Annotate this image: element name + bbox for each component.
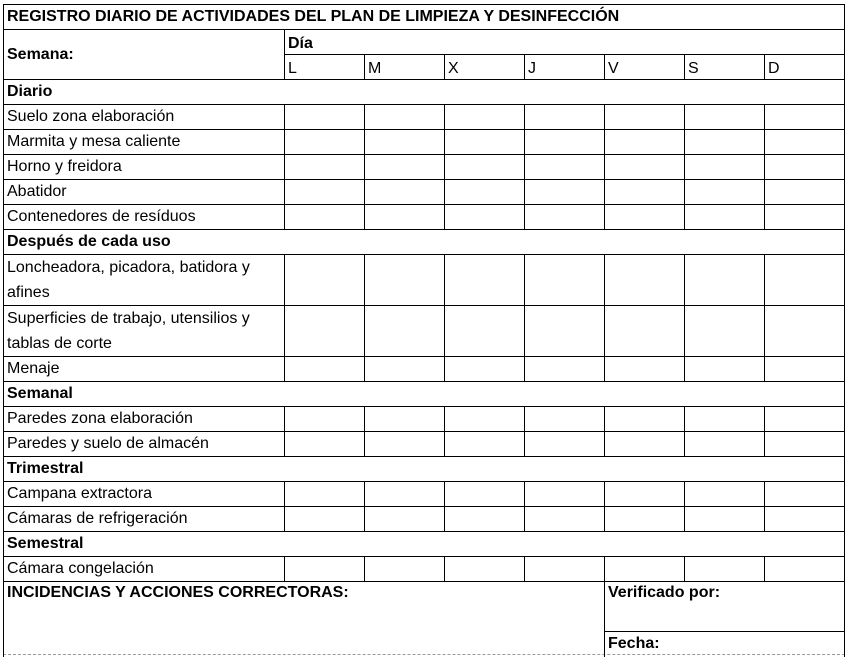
check-cell-j[interactable] [525, 482, 605, 507]
section-header-row [4, 532, 845, 557]
check-cell-x[interactable] [445, 155, 525, 180]
task-row [4, 357, 845, 382]
footer-row [4, 582, 845, 632]
check-cell-m[interactable] [365, 432, 445, 457]
check-cell-s[interactable] [685, 180, 765, 205]
check-cell-x[interactable] [445, 306, 525, 357]
check-cell-v[interactable] [605, 557, 685, 582]
check-cell-j[interactable] [525, 130, 605, 155]
check-cell-m[interactable] [365, 357, 445, 382]
check-cell-s[interactable] [685, 557, 765, 582]
check-cell-v[interactable] [605, 105, 685, 130]
check-cell-x[interactable] [445, 255, 525, 306]
check-cell-x[interactable] [445, 205, 525, 230]
dia-header-row [4, 30, 845, 55]
day-header-m: M [365, 55, 445, 80]
check-cell-d[interactable] [765, 357, 845, 382]
check-cell-m[interactable] [365, 105, 445, 130]
check-cell-l[interactable] [285, 432, 365, 457]
day-header-v: V [605, 55, 685, 80]
verificado-field[interactable]: Verificado por: [605, 582, 845, 632]
section-heading: Después de cada uso [4, 230, 845, 255]
check-cell-v[interactable] [605, 507, 685, 532]
task-label: Loncheadora, picadora, batidora y afines [4, 255, 285, 306]
check-cell-v[interactable] [605, 180, 685, 205]
incidencias-field[interactable]: INCIDENCIAS Y ACCIONES CORRECTORAS: [4, 582, 605, 657]
check-cell-l[interactable] [285, 255, 365, 306]
check-cell-x[interactable] [445, 180, 525, 205]
check-cell-j[interactable] [525, 306, 605, 357]
check-cell-x[interactable] [445, 130, 525, 155]
check-cell-v[interactable] [605, 482, 685, 507]
semana-label[interactable]: Semana: [4, 30, 285, 80]
check-cell-m[interactable] [365, 306, 445, 357]
check-cell-l[interactable] [285, 482, 365, 507]
check-cell-l[interactable] [285, 180, 365, 205]
task-label: Contenedores de resíduos [4, 205, 285, 230]
check-cell-d[interactable] [765, 255, 845, 306]
check-cell-l[interactable] [285, 507, 365, 532]
check-cell-l[interactable] [285, 407, 365, 432]
section-heading: Semanal [4, 382, 845, 407]
task-row [4, 180, 845, 205]
check-cell-v[interactable] [605, 407, 685, 432]
check-cell-j[interactable] [525, 155, 605, 180]
task-label: Cámara congelación [4, 557, 285, 582]
day-header-j: J [525, 55, 605, 80]
task-row [4, 155, 845, 180]
check-cell-v[interactable] [605, 357, 685, 382]
check-cell-s[interactable] [685, 155, 765, 180]
dia-label: Día [285, 30, 845, 55]
task-row [4, 407, 845, 432]
day-header-s: S [685, 55, 765, 80]
check-cell-v[interactable] [605, 155, 685, 180]
section-heading: Trimestral [4, 457, 845, 482]
check-cell-d[interactable] [765, 180, 845, 205]
form-title: REGISTRO DIARIO DE ACTIVIDADES DEL PLAN DE LIMPIEZA Y DESINFECCIÓN [4, 5, 845, 30]
check-cell-x[interactable] [445, 357, 525, 382]
check-cell-s[interactable] [685, 357, 765, 382]
check-cell-d[interactable] [765, 407, 845, 432]
check-cell-m[interactable] [365, 155, 445, 180]
task-row [4, 482, 845, 507]
section-heading: Diario [4, 80, 845, 105]
check-cell-l[interactable] [285, 105, 365, 130]
section-heading: Semestral [4, 532, 845, 557]
task-label: Paredes y suelo de almacén [4, 432, 285, 457]
task-label: Suelo zona elaboración [4, 105, 285, 130]
cleaning-log-table [3, 4, 845, 657]
section-header-row [4, 80, 845, 105]
task-label: Marmita y mesa caliente [4, 130, 285, 155]
task-label: Abatidor [4, 180, 285, 205]
check-cell-m[interactable] [365, 255, 445, 306]
check-cell-x[interactable] [445, 507, 525, 532]
check-cell-v[interactable] [605, 205, 685, 230]
check-cell-s[interactable] [685, 130, 765, 155]
task-row [4, 130, 845, 155]
task-label: Paredes zona elaboración [4, 407, 285, 432]
task-label: Cámaras de refrigeración [4, 507, 285, 532]
check-cell-d[interactable] [765, 507, 845, 532]
task-row [4, 432, 845, 457]
task-row [4, 255, 845, 306]
check-cell-j[interactable] [525, 105, 605, 130]
fecha-field[interactable]: Fecha: [605, 632, 845, 657]
day-header-d: D [765, 55, 845, 80]
check-cell-x[interactable] [445, 557, 525, 582]
check-cell-d[interactable] [765, 306, 845, 357]
check-cell-j[interactable] [525, 507, 605, 532]
task-row [4, 306, 845, 357]
check-cell-m[interactable] [365, 407, 445, 432]
check-cell-v[interactable] [605, 255, 685, 306]
check-cell-j[interactable] [525, 357, 605, 382]
title-row [4, 5, 845, 30]
check-cell-l[interactable] [285, 357, 365, 382]
check-cell-l[interactable] [285, 155, 365, 180]
check-cell-m[interactable] [365, 130, 445, 155]
task-label: Horno y freidora [4, 155, 285, 180]
task-row [4, 507, 845, 532]
check-cell-v[interactable] [605, 432, 685, 457]
task-label: Campana extractora [4, 482, 285, 507]
task-row [4, 105, 845, 130]
check-cell-m[interactable] [365, 557, 445, 582]
check-cell-s[interactable] [685, 432, 765, 457]
check-cell-d[interactable] [765, 205, 845, 230]
check-cell-m[interactable] [365, 482, 445, 507]
check-cell-d[interactable] [765, 130, 845, 155]
check-cell-l[interactable] [285, 306, 365, 357]
check-cell-x[interactable] [445, 482, 525, 507]
check-cell-d[interactable] [765, 155, 845, 180]
check-cell-d[interactable] [765, 432, 845, 457]
check-cell-s[interactable] [685, 482, 765, 507]
check-cell-j[interactable] [525, 557, 605, 582]
task-row [4, 205, 845, 230]
section-header-row [4, 457, 845, 482]
day-header-l: L [285, 55, 365, 80]
check-cell-j[interactable] [525, 205, 605, 230]
check-cell-d[interactable] [765, 482, 845, 507]
check-cell-j[interactable] [525, 255, 605, 306]
check-cell-x[interactable] [445, 432, 525, 457]
check-cell-v[interactable] [605, 306, 685, 357]
check-cell-s[interactable] [685, 205, 765, 230]
task-row [4, 557, 845, 582]
check-cell-s[interactable] [685, 306, 765, 357]
check-cell-s[interactable] [685, 507, 765, 532]
check-cell-l[interactable] [285, 557, 365, 582]
check-cell-s[interactable] [685, 255, 765, 306]
check-cell-s[interactable] [685, 105, 765, 130]
task-label: Menaje [4, 357, 285, 382]
check-cell-j[interactable] [525, 407, 605, 432]
check-cell-j[interactable] [525, 180, 605, 205]
check-cell-m[interactable] [365, 180, 445, 205]
check-cell-l[interactable] [285, 130, 365, 155]
check-cell-j[interactable] [525, 432, 605, 457]
section-header-row [4, 382, 845, 407]
check-cell-x[interactable] [445, 407, 525, 432]
day-header-x: X [445, 55, 525, 80]
check-cell-d[interactable] [765, 557, 845, 582]
check-cell-d[interactable] [765, 105, 845, 130]
check-cell-l[interactable] [285, 205, 365, 230]
check-cell-v[interactable] [605, 130, 685, 155]
check-cell-m[interactable] [365, 507, 445, 532]
check-cell-x[interactable] [445, 105, 525, 130]
check-cell-s[interactable] [685, 407, 765, 432]
check-cell-m[interactable] [365, 205, 445, 230]
task-label: Superficies de trabajo, utensilios y tablas de corte [4, 306, 285, 357]
section-header-row [4, 230, 845, 255]
